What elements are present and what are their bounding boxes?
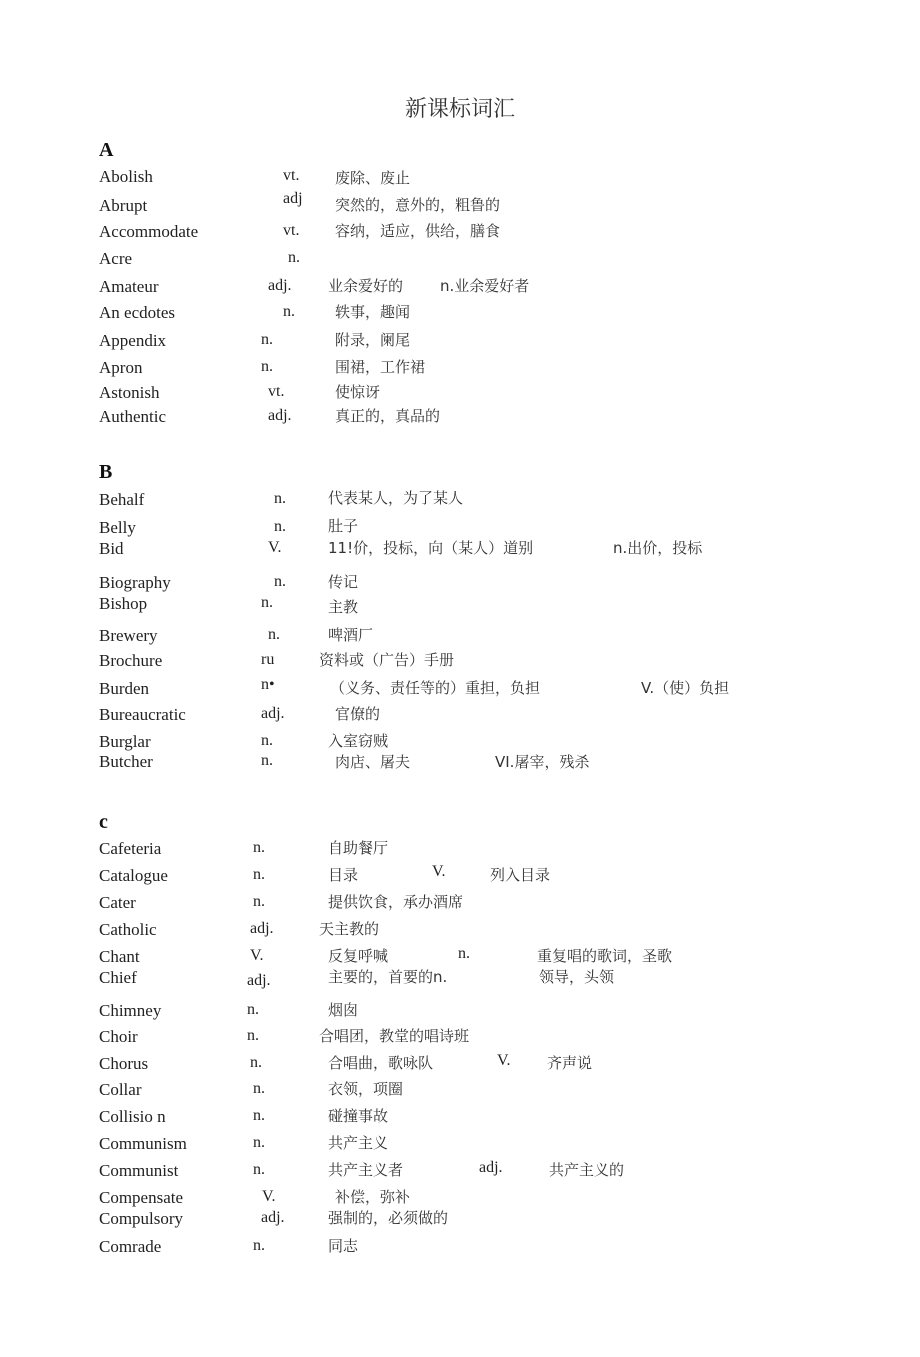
entry-pos: n• xyxy=(261,676,275,693)
entry-word: An ecdotes xyxy=(99,303,176,322)
entry-word: Abolish xyxy=(99,167,153,186)
vocab-entry xyxy=(0,893,920,913)
vocab-entry xyxy=(0,383,920,403)
entry-pos: n. xyxy=(253,839,265,856)
entry-pos: n. xyxy=(247,1027,259,1044)
vocab-entry xyxy=(0,1001,920,1021)
entry-extra: n.出价，投标 xyxy=(613,539,703,557)
entry-word: Collisio n xyxy=(99,1107,166,1126)
entry-word: Acre xyxy=(99,249,133,268)
entry-meaning: 资料或（广告）手册 xyxy=(319,651,455,669)
entry-pos: n. xyxy=(288,249,300,266)
entry-pos: n. xyxy=(274,573,286,590)
vocab-entry xyxy=(0,407,920,427)
section-letter-b: B xyxy=(99,461,113,483)
page-title: 新课标词汇 xyxy=(404,97,515,122)
entry-pos: n. xyxy=(253,1080,265,1097)
entry-meaning: 啤酒厂 xyxy=(328,626,374,644)
entry-meaning: 共产主义 xyxy=(328,1134,389,1152)
entry-meaning: 主要的，首要的n. xyxy=(328,968,448,986)
entry-pos-secondary: n. xyxy=(458,945,470,962)
entry-meaning: 目录 xyxy=(328,866,359,884)
entry-pos: n. xyxy=(253,1107,265,1124)
entry-meaning: 反复呼喊 xyxy=(328,947,389,965)
entry-extra: 齐声说 xyxy=(547,1054,593,1072)
entry-meaning: 烟囱 xyxy=(328,1001,359,1019)
entry-meaning: 提供饮食，承办酒席 xyxy=(328,893,464,911)
entry-pos: n. xyxy=(261,752,273,769)
entry-word: Bureaucratic xyxy=(99,705,186,724)
entry-meaning: 补偿，弥补 xyxy=(335,1188,411,1206)
vocab-entry xyxy=(0,573,920,593)
entry-meaning: 围裙，工作裙 xyxy=(335,358,426,376)
entry-word: Cafeteria xyxy=(99,839,162,858)
entry-word: Chimney xyxy=(99,1001,162,1020)
vocab-entry xyxy=(0,277,920,297)
entry-meaning: 合唱团，教堂的唱诗班 xyxy=(319,1027,470,1045)
vocab-entry xyxy=(0,249,920,269)
vocab-entry xyxy=(0,518,920,538)
entry-meaning: 传记 xyxy=(328,573,359,591)
entry-pos: ru xyxy=(261,651,275,668)
entry-meaning: 衣领，项圈 xyxy=(328,1080,404,1098)
vocab-entry xyxy=(0,626,920,646)
entry-word: Comrade xyxy=(99,1237,162,1256)
entry-meaning: 真正的，真品的 xyxy=(335,407,441,425)
entry-meaning: 官僚的 xyxy=(335,705,381,723)
vocab-entry xyxy=(0,1107,920,1127)
entry-meaning: 附录，阑尾 xyxy=(335,331,411,349)
entry-pos-secondary: adj. xyxy=(479,1159,503,1176)
entry-extra: 重复唱的歌词，圣歌 xyxy=(537,947,673,965)
entry-pos: n. xyxy=(253,1161,265,1178)
vocab-entry xyxy=(0,705,920,725)
entry-word: Catalogue xyxy=(99,866,168,885)
vocab-entry xyxy=(0,1027,920,1047)
vocab-entry xyxy=(0,303,920,323)
entry-pos: n. xyxy=(274,490,286,507)
vocab-entry xyxy=(0,732,920,752)
entry-pos: n. xyxy=(253,893,265,910)
vocab-entry xyxy=(0,222,920,242)
vocab-entry xyxy=(0,1188,920,1208)
entry-word: Collar xyxy=(99,1080,142,1099)
vocab-entry xyxy=(0,676,920,699)
entry-meaning: 强制的，必须做的 xyxy=(328,1209,449,1227)
entry-word: Brewery xyxy=(99,626,158,645)
section-letter-a: A xyxy=(99,139,114,161)
entry-word: Cater xyxy=(99,893,136,912)
entry-meaning: 入室窃贼 xyxy=(328,732,389,750)
entry-meaning: 主教 xyxy=(328,598,359,616)
entry-word: Appendix xyxy=(99,331,167,350)
entry-word: Choir xyxy=(99,1027,138,1046)
entry-meaning: 自助餐厅 xyxy=(328,839,389,857)
vocab-entry xyxy=(0,190,920,216)
entry-pos: adj. xyxy=(250,920,274,937)
vocab-entry xyxy=(0,1134,920,1154)
vocab-entry xyxy=(0,1209,920,1229)
entry-meaning: 容纳，适应，供给，膳食 xyxy=(335,222,501,240)
entry-word: Amateur xyxy=(99,277,159,296)
entry-pos: vt. xyxy=(268,383,285,400)
vocab-entry xyxy=(0,1161,920,1181)
entry-pos: adj. xyxy=(261,1209,285,1226)
entry-pos: adj. xyxy=(268,407,292,424)
vocab-entry xyxy=(0,358,920,378)
entry-meaning: 轶事，趣闻 xyxy=(335,303,411,321)
entry-extra: V.（使）负担 xyxy=(641,679,730,697)
entry-extra: VI.屠宰，残杀 xyxy=(495,753,590,771)
entry-pos: n. xyxy=(253,1134,265,1151)
entry-word: Burden xyxy=(99,679,150,698)
entry-meaning: 天主教的 xyxy=(319,920,380,938)
entry-word: Catholic xyxy=(99,920,157,939)
entry-pos: adj xyxy=(283,190,303,207)
entry-word: Apron xyxy=(99,358,143,377)
entry-pos: n. xyxy=(261,358,273,375)
entry-extra: 列入目录 xyxy=(490,866,551,884)
vocab-entry xyxy=(0,920,920,940)
entry-meaning: 突然的，意外的，粗鲁的 xyxy=(335,196,501,214)
vocab-entry xyxy=(0,651,920,671)
entry-word: Authentic xyxy=(99,407,167,426)
entry-pos: adj. xyxy=(247,972,271,989)
entry-pos: n. xyxy=(268,626,280,643)
vocab-entry xyxy=(0,167,920,187)
entry-pos: V. xyxy=(250,947,264,964)
entry-pos: n. xyxy=(253,1237,265,1254)
entry-word: Accommodate xyxy=(99,222,199,241)
entry-meaning: 同志 xyxy=(328,1237,359,1255)
vocab-entry xyxy=(0,839,920,859)
entry-word: Compulsory xyxy=(99,1209,184,1228)
entry-meaning: 11!价，投标，向（某人）道别 xyxy=(328,539,534,557)
entry-pos: n. xyxy=(261,331,273,348)
entry-word: Communism xyxy=(99,1134,187,1153)
entry-word: Communist xyxy=(99,1161,179,1180)
vocab-entry xyxy=(0,594,920,614)
entry-pos: n. xyxy=(283,303,295,320)
entry-pos: vt. xyxy=(283,222,300,239)
entry-word: Brochure xyxy=(99,651,163,670)
entry-pos: n. xyxy=(261,594,273,611)
vocab-entry xyxy=(0,1237,920,1257)
entry-pos: n. xyxy=(261,732,273,749)
vocab-entry xyxy=(0,947,920,967)
entry-pos: n. xyxy=(250,1054,262,1071)
vocab-entry xyxy=(0,1054,920,1074)
entry-word: Chant xyxy=(99,947,140,966)
entry-word: Astonish xyxy=(99,383,160,402)
entry-word: Butcher xyxy=(99,752,153,771)
entry-pos: n. xyxy=(253,866,265,883)
entry-pos: n. xyxy=(274,518,286,535)
entry-word: Behalf xyxy=(99,490,145,509)
entry-extra: 共产主义的 xyxy=(549,1161,625,1179)
entry-meaning: 使惊讶 xyxy=(335,383,381,401)
vocab-entry xyxy=(0,539,920,559)
entry-word: Compensate xyxy=(99,1188,184,1207)
entry-word: Chorus xyxy=(99,1054,149,1073)
entry-meaning: 碰撞事故 xyxy=(328,1107,389,1125)
section-letter-c: c xyxy=(99,811,108,833)
entry-extra: n.业余爱好者 xyxy=(440,277,530,295)
entry-pos: V. xyxy=(262,1188,276,1205)
vocab-entry xyxy=(0,490,920,510)
vocab-entry xyxy=(0,752,920,772)
entry-pos: V. xyxy=(268,539,282,556)
entry-word: Bishop xyxy=(99,594,148,613)
entry-meaning: 肚子 xyxy=(328,517,359,535)
vocab-entry xyxy=(0,863,920,886)
entry-extra: 领导，头领 xyxy=(539,968,615,986)
entry-pos-secondary: V. xyxy=(497,1052,511,1069)
vocab-entry xyxy=(0,331,920,351)
entry-word: Belly xyxy=(99,518,136,537)
entry-pos-secondary: V. xyxy=(432,863,446,880)
entry-meaning: 废除、废止 xyxy=(335,169,411,187)
entry-meaning: 共产主义者 xyxy=(328,1161,404,1179)
entry-pos: n. xyxy=(247,1001,259,1018)
entry-pos: vt. xyxy=(283,167,300,184)
entry-meaning: 代表某人，为了某人 xyxy=(328,489,464,507)
entry-meaning: 合唱曲，歌咏队 xyxy=(328,1054,434,1072)
entry-meaning: 肉店、屠夫 xyxy=(335,753,411,771)
entry-word: Biography xyxy=(99,573,171,592)
entry-word: Chief xyxy=(99,968,137,987)
entry-meaning: （义务、责任等的）重担，负担 xyxy=(330,679,541,697)
entry-word: Abrupt xyxy=(99,196,148,215)
entry-meaning: 业余爱好的 xyxy=(328,277,404,295)
entry-pos: adj. xyxy=(261,705,285,722)
entry-pos: adj. xyxy=(268,277,292,294)
vocab-entry xyxy=(0,968,920,988)
entry-word: Bid xyxy=(99,539,124,558)
entry-word: Burglar xyxy=(99,732,151,751)
vocab-entry xyxy=(0,1080,920,1100)
